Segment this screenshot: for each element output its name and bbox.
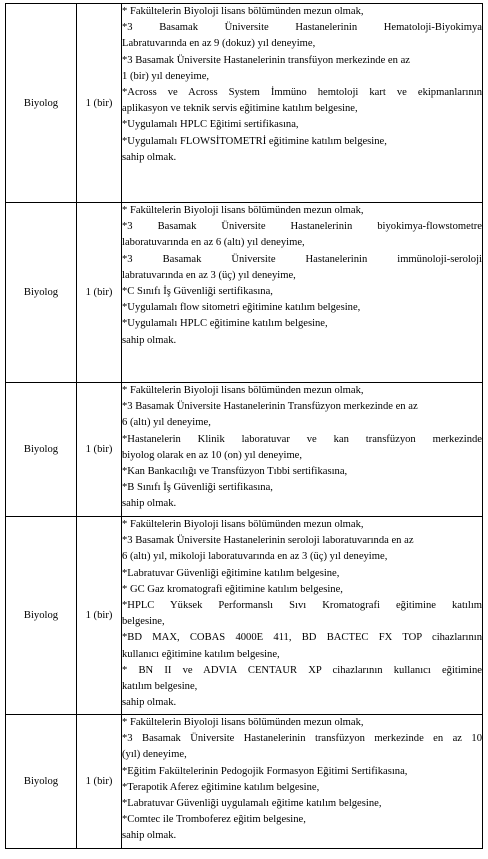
position-count: 1 (bir) [77,715,122,849]
requirement-line: *Uygulamalı HPLC Eğitimi sertifikasına, [122,119,299,131]
position-count: 1 (bir) [77,517,122,715]
requirement-line: *Uygulamalı flow sitometri eğitimine katılım belgesine, [122,302,361,314]
requirement-line: *3 Basamak Üniversite Hastanelerinin transfüyon merkezinde en az [122,54,410,66]
requirement-line: *Labratuvar Güvenliği eğitimine katılım belgesine, [122,567,340,579]
requirements-cell [122,383,483,517]
requirement-line: * Fakültelerin Biyoloji lisans bölümünden mezun olmak, [122,717,364,728]
requirements-cell [122,517,483,715]
requirement-line: 6 (altı) yıl, mikoloji laboratuvarında en az 3 (üç) yıl deneyime, [122,551,388,563]
requirement-line: * Fakültelerin Biyoloji lisans bölümünden mezun olmak, [122,6,364,17]
position-title: Biyolog [6,517,77,715]
requirement-line: *Uygulamalı HPLC eğitimine katılım belgesine, [122,318,328,330]
requirement-line: *Uygulamalı FLOWSİTOMETRİ eğitimine katılım belgesine, [122,135,387,147]
requirement-line: *Eğitim Fakültelerinin Pedogojik Formasyon Eğitimi Sertifikasına, [122,765,408,777]
requirement-line: (yıl) deneyime, [122,749,187,761]
requirement-line: *3 Basamak Üniversite Hastanelerinin Hematoloji-Biyokimya [122,22,482,34]
table-row [6,517,483,715]
position-count: 1 (bir) [77,383,122,517]
requirement-line: laboratuvarında en az 6 (altı) yıl deneyime, [122,237,305,249]
position-count: 1 (bir) [77,203,122,383]
requirement-line: *3 Basamak Üniversite Hastanelerinin immünoloji-seroloji [122,253,482,265]
requirement-line: * Fakültelerin Biyoloji lisans bölümünden mezun olmak, [122,205,364,216]
requirement-line: *Terapotik Aferez eğitimine katılım belgesine, [122,781,320,793]
requirement-line: *3 Basamak Üniversite Hastanelerinin seroloji laboratuvarında en az [122,535,414,547]
requirement-line: labratuvarında en az 3 (üç) yıl deneyime, [122,269,296,281]
requirement-line: *3 Basamak Üniversite Hastanelerinin biyokimya-flowstometre [122,221,482,233]
requirement-line: * Fakültelerin Biyoloji lisans bölümünden mezun olmak, [122,519,364,530]
requirements-cell [122,203,483,383]
requirement-line: *Across ve Across System İmmüno hemtoloji kart ve ekipmanlarının [122,86,482,98]
requirement-line: *C Sınıfı İş Güvenliği sertifikasına, [122,285,273,297]
requirements-table-body [6,4,483,849]
position-title: Biyolog [6,4,77,203]
requirement-line: *Labratuvar Güvenliği uygulamalı eğitime katılım belgesine, [122,797,382,809]
requirement-line: kullanıcı eğitimine katılım belgesine, [122,648,280,660]
requirement-line: *Comtec ile Tromboferez eğitim belgesine, [122,814,306,826]
requirement-line: biyolog olarak en az 10 (on) yıl deneyime, [122,449,303,461]
requirement-line: Labratuvarında en az 9 (dokuz) yıl deneyime, [122,38,316,50]
requirement-line: sahip olmak. [122,334,177,346]
requirement-line: belgesine, [122,616,165,628]
requirement-line: *3 Basamak Üniversite Hastanelerinin Transfüzyon merkezinde en az [122,401,418,413]
requirement-line: * BN II ve ADVIA CENTAUR XP cihazlarının kullanıcı eğitimine [122,664,482,676]
table-row [6,715,483,849]
requirement-line: sahip olmak. [122,830,177,842]
table-row [6,4,483,203]
table-row [6,383,483,517]
requirement-line: 6 (altı) yıl deneyime, [122,417,211,429]
requirement-line: sahip olmak. [122,498,177,510]
position-title: Biyolog [6,383,77,517]
requirement-line: * GC Gaz kromatografi eğitimine katılım belgesine, [122,583,343,595]
requirement-line: * Fakültelerin Biyoloji lisans bölümünden mezun olmak, [122,385,364,396]
position-count: 1 (bir) [77,4,122,203]
requirement-line: *3 Basamak Üniversite Hastanelerinin transfüzyon merkezinde en az 10 [122,733,482,745]
requirement-line: aplikasyon ve teknik servis eğitimine katılım belgesine, [122,103,358,115]
requirement-line: *B Sınıfı İş Güvenliği sertifikasına, [122,482,273,494]
requirement-line: *BD MAX, COBAS 4000E 411, BD BACTEC FX TOP cihazlarının [122,632,482,644]
requirement-line: *HPLC Yüksek Performanslı Sıvı Kromatografi eğitimine katılım [122,599,482,611]
requirements-cell [122,715,483,849]
table-row [6,203,483,383]
requirement-line: sahip olmak. [122,151,177,163]
position-title: Biyolog [6,203,77,383]
position-title: Biyolog [6,715,77,849]
requirements-cell [122,4,483,203]
requirement-line: *Kan Bankacılığı ve Transfüzyon Tıbbi sertifikasına, [122,465,348,477]
requirement-line: sahip olmak. [122,697,177,709]
requirements-table [5,3,483,849]
requirement-line: *Hastanelerin Klinik laboratuvar ve kan transfüzyon merkezinde [122,433,482,445]
requirement-line: 1 (bir) yıl deneyime, [122,70,210,82]
requirement-line: katılım belgesine, [122,680,198,692]
